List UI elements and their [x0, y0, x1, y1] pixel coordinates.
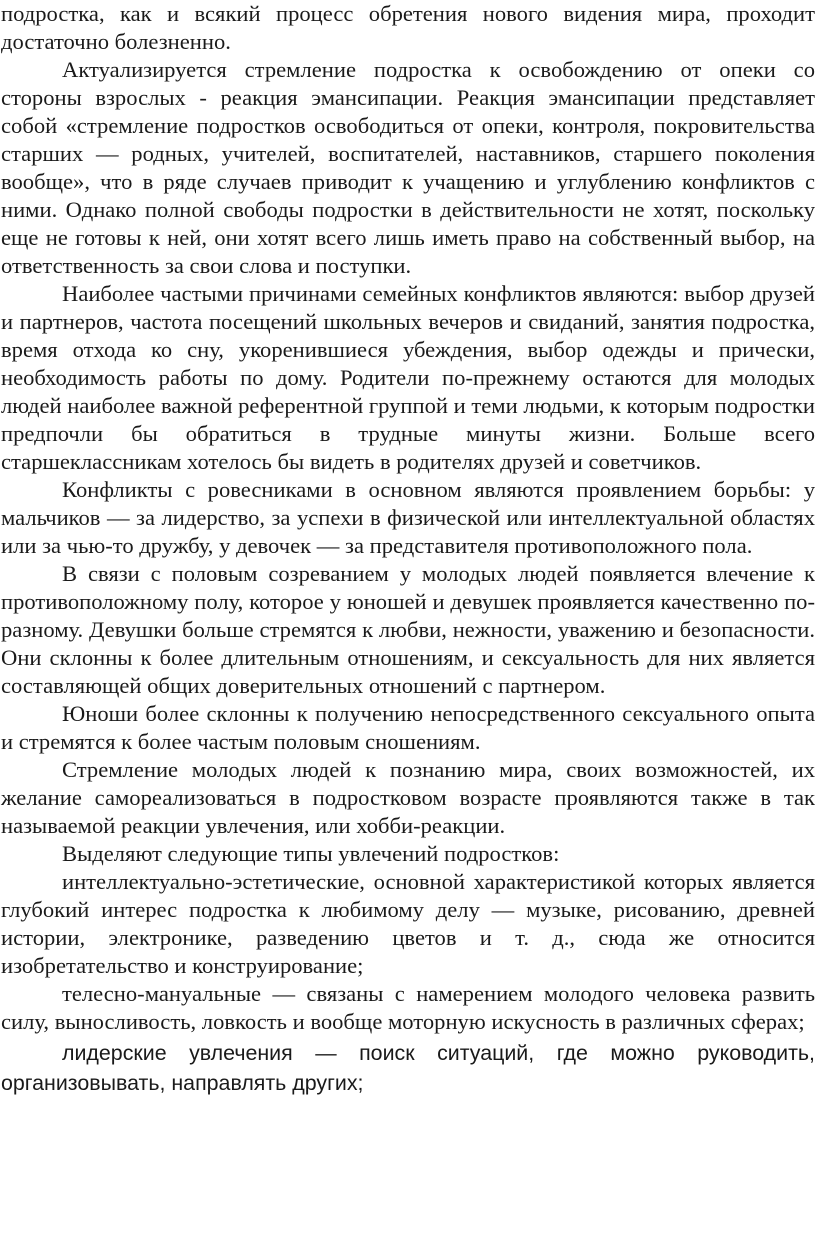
- paragraph-hobby-reaction: Стремление молодых людей к познанию мира, своих возможностей, их желание самореализоваться в подростковом возрасте проявляются также в так называемой реакции увлечения, или хобби-реакции.: [1, 757, 815, 838]
- list-item-body-manual: телесно-мануальные — связаны с намерением молодого человека развить силу, выносливость, ловкость и вообще моторную искусность в различных сферах;: [1, 981, 815, 1034]
- paragraph-hobby-types-intro: Выделяют следующие типы увлечений подростков:: [62, 841, 560, 866]
- list-item-leadership: лидерские увлечения — поиск ситуаций, где можно руководить, организовывать, направлять других;: [1, 1041, 815, 1095]
- paragraph-emancipation: Актуализируется стремление подростка к освобождению от опеки со стороны взрослых - реакция эмансипации. Реакция эмансипации представляет собой «стремление подростков освободиться от опеки, контроля, покровительства старших — родных, учителей, воспитателей, наставников, старшего поколения вообще», что в ряде случаев приводит к учащению и углублению конфликтов с ними. Однако полной свободы подростки в действительности не хотят, поскольку еще не готовы к ней, они хотят всего лишь иметь право на собственный выбор, на ответственность за свои слова и поступки.: [1, 57, 815, 278]
- paragraph-continuation: подростка, как и всякий процесс обретения нового видения мира, проходит достаточно болезненно.: [1, 1, 815, 54]
- list-item-intellectual-aesthetic: интеллектуально-эстетические, основной характеристикой которых является глубокий интерес подростка к любимому делу — музыке, рисованию, древней истории, электронике, разведению цветов и т. д., сюда же относится изобретательство и конструирование;: [1, 869, 815, 978]
- paragraph-attraction: В связи с половым созреванием у молодых людей появляется влечение к противоположному полу, которое у юношей и девушек проявляется качественно по-разному. Девушки больше стремятся к любви, нежности, уважению и безопасности. Они склонны к более длительным отношениям, и сексуальность для них является составляющей общих доверительных отношений с партнером.: [1, 561, 815, 698]
- paragraph-young-men: Юноши более склонны к получению непосредственного сексуального опыта и стремятся к более частым половым сношениям.: [1, 701, 815, 754]
- paragraph-family-conflicts: Наиболее частыми причинами семейных конфликтов являются: выбор друзей и партнеров, частота посещений школьных вечеров и свиданий, занятия подростка, время отхода ко сну, укоренившиеся убеждения, выбор одежды и прически, необходимость работы по дому. Родители по-прежнему остаются для молодых людей наиболее важной референтной группой и теми людьми, к которым подростки предпочли бы обратиться в трудные минуты жизни. Больше всего старшеклассникам хотелось бы видеть в родителях друзей и советчиков.: [1, 281, 815, 474]
- paragraph-peer-conflicts: Конфликты с ровесниками в основном являются проявлением борьбы: у мальчиков — за лидерство, за успехи в физической или интеллектуальной областях или за чью-то дружбу, у девочек — за представителя противоположного пола.: [1, 477, 815, 558]
